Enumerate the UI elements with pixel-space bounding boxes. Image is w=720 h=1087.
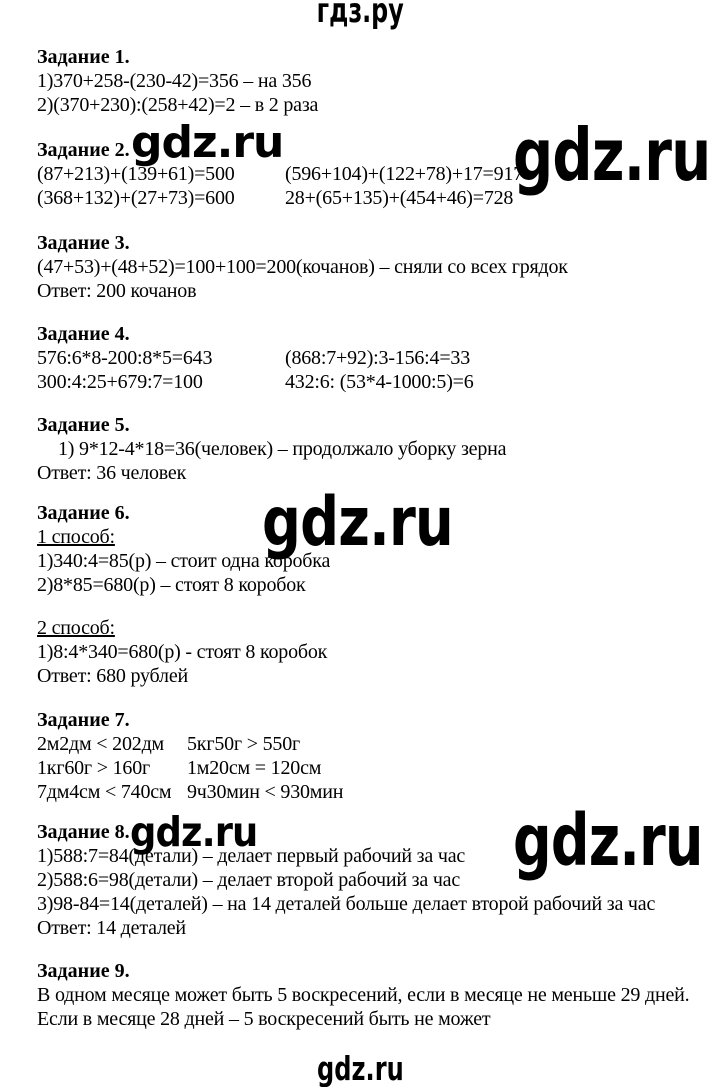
task-8-answer: Ответ: 14 деталей [37,917,186,939]
task-3 [37,231,704,303]
task-7-comparison: 1м20см = 120см [187,757,322,779]
task-2-title: Задание 2. [37,139,130,161]
gdz-watermark: gdz.ru [131,117,284,168]
task-1-title: Задание 1. [37,46,130,68]
task-8-line: 1)588:7=84(детали) – делает первый рабочий за час [37,845,466,867]
gdz-logo-header-text: гдз.ру [316,0,404,31]
task-1-line: 2)(370+230):(258+42)=2 – в 2 раза [37,94,319,116]
task-8-line: 3)98-84=14(деталей) – на 14 деталей больше делает второй рабочий за час [37,893,656,915]
task-7-title: Задание 7. [37,709,130,731]
task-4-equation: (868:7+92):3-156:4=33 [285,347,471,369]
gdz-watermark: gdz.ru [130,808,258,856]
task-9-line: Если в месяце 28 дней – 5 воскресений быть не может [37,1008,491,1030]
gdz-watermark: gdz.ru [513,113,711,197]
task-2-equation: 28+(65+135)+(454+46)=728 [285,187,514,209]
task-6-line: 2)8*85=680(р) – стоят 8 коробок [37,574,306,596]
task-5-title: Задание 5. [37,414,130,436]
gdz-watermark: gdz.ru [262,483,453,562]
task-3-title: Задание 3. [37,232,130,254]
task-6-title: Задание 6. [37,502,130,524]
task-2-equation: (87+213)+(139+61)=500 [37,163,235,185]
task-9-title: Задание 9. [37,960,130,982]
gdz-logo-footer-text: gdz.ru [316,1049,404,1087]
task-8-title: Задание 8. [37,821,130,843]
task-7-row [37,732,704,756]
task-6-method1-label: 1 способ: [37,526,115,548]
task-9 [37,959,704,1031]
task-6-method2-label: 2 способ: [37,617,115,639]
gdz-logo-header [0,0,720,31]
task-6-answer: Ответ: 680 рублей [37,665,188,687]
gdz-watermark: gdz.ru [513,799,703,882]
task-7-comparison: 9ч30мин < 930мин [187,781,344,803]
task-7 [37,708,704,804]
task-5-answer: Ответ: 36 человек [37,462,187,484]
task-1-line: 1)370+258-(230-42)=356 – на 356 [37,70,312,92]
task-9-line: В одном месяце может быть 5 воскресений, если в месяце не меньше 29 дней. [37,984,690,1006]
task-7-row [37,756,704,780]
task-7-comparison: 5кг50г > 550г [187,733,301,755]
task-7-comparison: 2м2дм < 202дм [37,733,164,755]
task-3-line: (47+53)+(48+52)=100+100=200(кочанов) – сняли со всех грядок [37,256,568,278]
task-7-comparison: 1кг60г > 160г [37,757,151,779]
task-4-title: Задание 4. [37,323,130,345]
task-6-line: 1)340:4=85(р) – стоит одна коробка [37,550,331,572]
gdz-logo-footer [0,1049,720,1087]
task-6-method2 [37,616,704,688]
task-2-equation: (596+104)+(122+78)+17=917 [285,163,524,185]
task-4-equation: 300:4:25+679:7=100 [37,371,203,393]
task-2-equation: (368+132)+(27+73)=600 [37,187,235,209]
task-4 [37,322,704,394]
task-8-line: 2)588:6=98(детали) – делает второй рабочий за час [37,869,461,891]
task-4-equation: 432:6: (53*4-1000:5)=6 [285,371,474,393]
task-4-equation: 576:6*8-200:8*5=643 [37,347,213,369]
task-5 [37,413,704,485]
task-1 [37,45,704,117]
task-7-comparison: 7дм4см < 740см [37,781,172,803]
task-4-row [37,346,704,370]
task-6-line: 1)8:4*340=680(р) - стоят 8 коробок [37,641,328,663]
task-5-line: 1) 9*12-4*18=36(человек) – продолжало уборку зерна [58,438,507,460]
task-4-row [37,370,704,394]
task-3-answer: Ответ: 200 кочанов [37,280,197,302]
